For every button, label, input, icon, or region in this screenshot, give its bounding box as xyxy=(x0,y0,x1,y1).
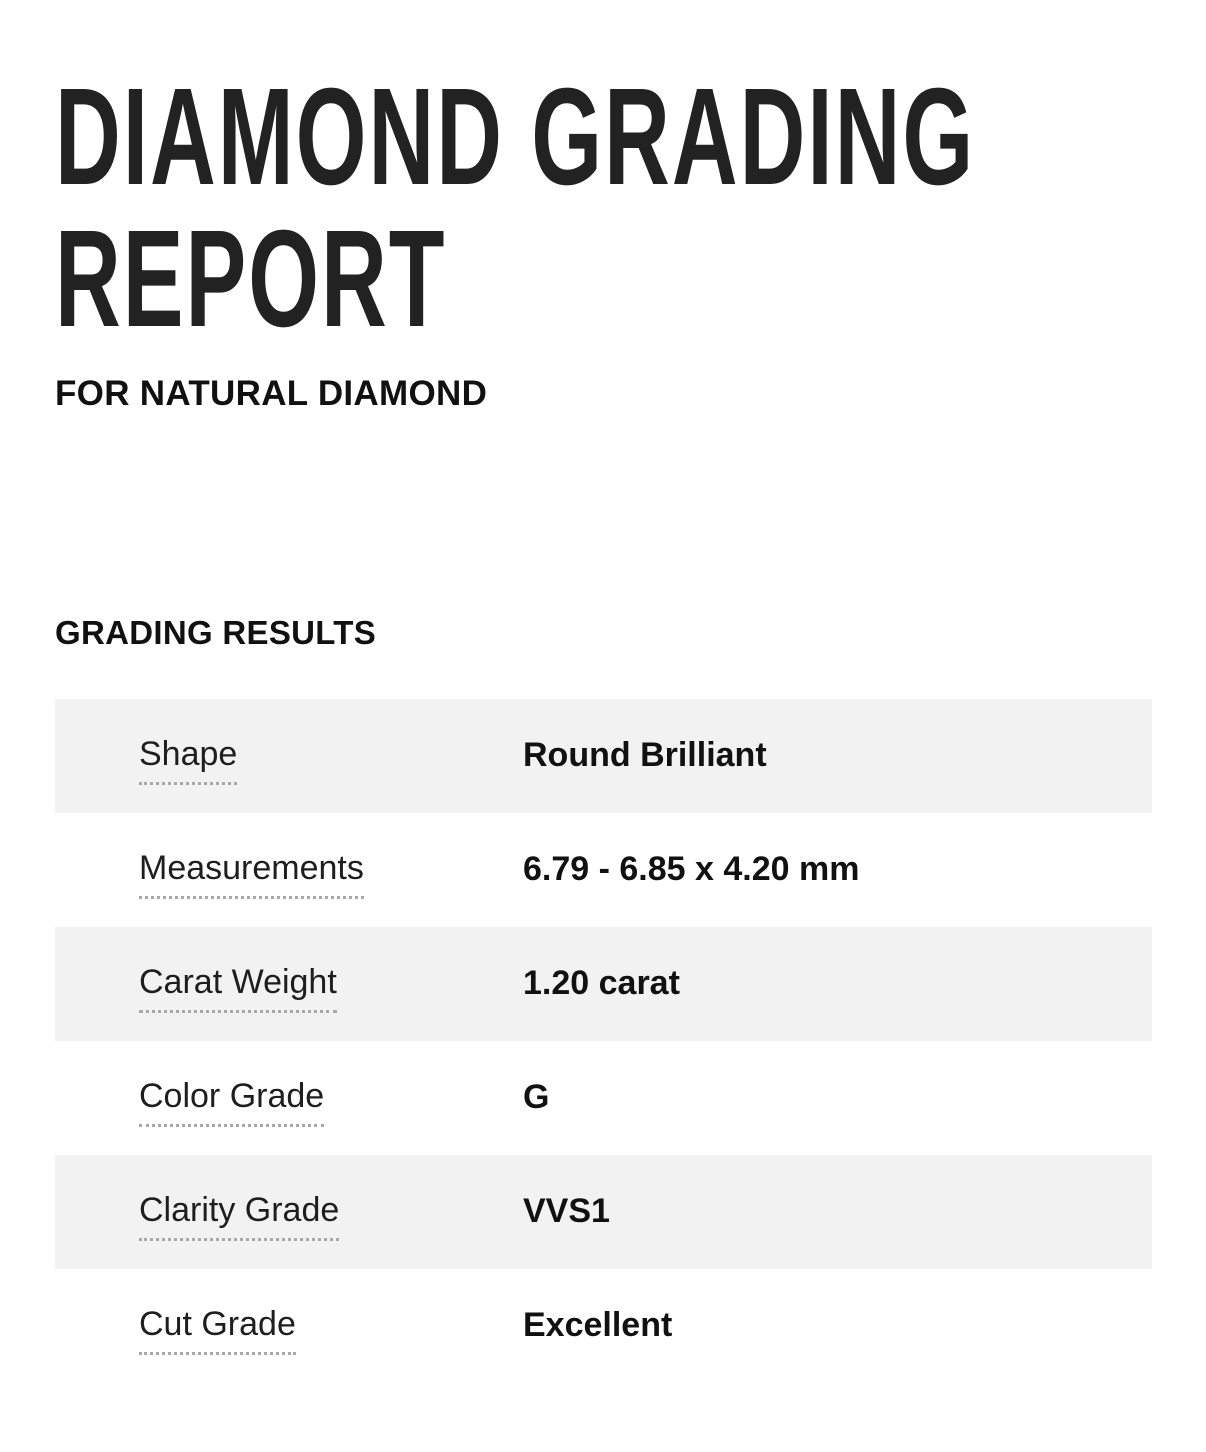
result-row-shape xyxy=(55,699,1152,813)
page-subtitle: FOR NATURAL DIAMOND xyxy=(55,374,488,413)
cut-grade-value: Excellent xyxy=(523,1306,673,1344)
result-row-cut-grade xyxy=(55,1269,1152,1383)
clarity-grade-label[interactable]: Clarity Grade xyxy=(139,1191,339,1241)
grading-results-table xyxy=(55,699,1152,1383)
carat-weight-value: 1.20 carat xyxy=(523,964,680,1002)
result-row-clarity-grade xyxy=(55,1155,1152,1269)
grading-results-heading: GRADING RESULTS xyxy=(55,614,377,651)
color-grade-value: G xyxy=(523,1078,550,1116)
color-grade-label[interactable]: Color Grade xyxy=(139,1077,324,1127)
cut-grade-label[interactable]: Cut Grade xyxy=(139,1305,296,1355)
carat-weight-label[interactable]: Carat Weight xyxy=(139,963,337,1013)
result-row-carat-weight xyxy=(55,927,1152,1041)
shape-value: Round Brilliant xyxy=(523,736,767,774)
result-row-measurements xyxy=(55,813,1152,927)
measurements-label[interactable]: Measurements xyxy=(139,849,364,899)
result-row-color-grade xyxy=(55,1041,1152,1155)
shape-label[interactable]: Shape xyxy=(139,735,237,785)
measurements-value: 6.79 - 6.85 x 4.20 mm xyxy=(523,850,860,888)
page-title-line-2: REPORT xyxy=(55,202,447,356)
page-title-line-1: DIAMOND GRADING xyxy=(55,60,976,214)
page-title xyxy=(55,0,1045,356)
clarity-grade-value: VVS1 xyxy=(523,1192,610,1230)
report-page xyxy=(55,0,1152,1344)
